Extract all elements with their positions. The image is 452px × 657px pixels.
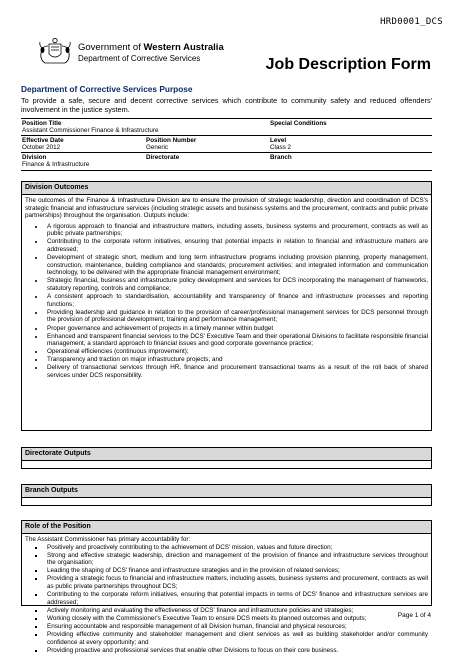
- page-number: Page 1 of 4: [397, 612, 431, 619]
- info-row: [21, 118, 432, 135]
- role-item: ▪ Strong and effective strategic leadership, direction and management of the provision of finance and infrastructure services throughout the organisation;: [45, 552, 428, 567]
- form-title: Job Description Form: [265, 56, 431, 73]
- branch-label: Branch: [270, 153, 292, 161]
- role-item: ▪ Providing effective community and stakeholder management and client services as well as building stakeholder and/or community confidence at every opportunity; and: [45, 631, 428, 646]
- division-outcomes-box: [21, 181, 432, 431]
- role-item: ▪ Ensuring accountable and responsible management of all Division human, financial and physical resources;: [45, 623, 428, 631]
- role-item: ▪ Providing a strategic focus to financial and infrastructure matters, including assets, business systems and procurement, contracts as well as public private partnerships throughout DCS;: [45, 575, 428, 590]
- role-item: ▪ Positively and proactively contributing to the achievement of DCS' mission, values and future direction;: [45, 544, 428, 552]
- position-title-label: Position Title: [22, 119, 62, 127]
- division-outcomes-body: [22, 195, 431, 382]
- purpose-text: To provide a safe, secure and decent corrective services which contribute to community safety and reduced offenders' involvement in the justice system.: [21, 96, 432, 114]
- outcome-item: • Delivery of transactional services through HR, finance and procurement transactional teams as a result of the roll back of shared services under DCS responsibility.: [45, 364, 428, 379]
- outcome-item: • Transparency and traction on major infrastructure projects; and: [45, 356, 428, 364]
- directorate-label: Directorate: [146, 153, 180, 161]
- level-value: Class 2: [270, 144, 291, 152]
- info-row: [21, 135, 432, 152]
- division-label: Division: [22, 153, 47, 161]
- directorate-cell: [145, 153, 269, 169]
- division-outcomes-heading: Division Outcomes: [22, 182, 431, 195]
- position-number-value: Generic: [146, 144, 169, 152]
- role-item: ▪ Working closely with the Commissioner's Executive Team to ensure DCS meets its planned outcomes and outputs;: [45, 615, 428, 623]
- outcome-item: • Contributing to the corporate reform initiatives, ensuring that potential impacts in relation to financial and infrastructure matters are addressed;: [45, 238, 428, 253]
- division-cell: [21, 153, 145, 169]
- outcome-item: • Providing leadership and guidance in relation to the provision of career/professional management services for DCS personnel through the provision of professional development, training and performance management;: [45, 309, 428, 324]
- position-title-value: Assistant Commissioner Finance & Infrastructure: [22, 127, 159, 135]
- government-name: [78, 42, 224, 53]
- role-list: [25, 544, 428, 655]
- division-outcomes-list: [25, 223, 428, 380]
- role-item: ▪ Leading the shaping of DCS' finance and infrastructure strategies and in the provision of related services;: [45, 567, 428, 575]
- role-item: ▪ Providing proactive and professional services that enable other Divisions to focus on their core business.: [45, 647, 428, 655]
- outcome-item: • Strategic financial, business and infrastructure policy development and services for DCS incorporating the management of frameworks, statutory reporting, controls and compliance;: [45, 277, 428, 292]
- position-number-label: Position Number: [146, 136, 197, 144]
- role-item: ▪ Actively monitoring and evaluating the effectiveness of DCS' finance and infrastructure policies and strategies;: [45, 607, 428, 615]
- branch-cell: [269, 153, 432, 169]
- branch-outputs-heading: Branch Outputs: [22, 485, 431, 498]
- outcome-item: • Development of strategic short, medium and long term infrastructure programs including provision planning, property management, construction, maintenance, building compliance and standards; procurement activities; and integrated information and communication technology, to be delivered with the appropriate financial management environment;: [45, 254, 428, 277]
- directorate-outputs-heading: Directorate Outputs: [22, 448, 431, 461]
- purpose-heading: Department of Corrective Services Purpose: [21, 84, 193, 94]
- position-title-cell: [21, 119, 269, 135]
- role-intro: The Assistant Commissioner has primary accountability for:: [25, 536, 191, 543]
- role-heading: Role of the Position: [22, 521, 431, 534]
- division-outcomes-intro: The outcomes of the Finance & Infrastructure Division are to ensure the provision of strategic leadership, direction and coordination of DCS's strategic financial and infrastructure services (including strategic assets and business systems and the procurement, contracts and public private partnerships) throughout the organisation. Outputs include:: [25, 197, 428, 220]
- department-name: Department of Corrective Services: [78, 54, 201, 63]
- outcome-item: • A rigorous approach to financial and infrastructure matters, including assets, business systems and procurement, contracts as well as public private partnerships;: [45, 223, 428, 238]
- coat-of-arms-logo-icon: [36, 36, 74, 66]
- level-label: Level: [270, 136, 287, 144]
- role-item: ▪ Contributing to the corporate reform initiatives, ensuring that potential impacts in terms of DCS' finance and infrastructure services are addressed;: [45, 591, 428, 606]
- government-name-prefix: Government of: [78, 42, 144, 53]
- branch-outputs-box: [21, 484, 432, 506]
- division-value: Finance & Infrastructure: [22, 161, 90, 169]
- info-row: [21, 152, 432, 170]
- effective-date-label: Effective Date: [22, 136, 64, 144]
- government-name-state: Western Australia: [143, 42, 224, 53]
- role-body: [22, 534, 431, 657]
- effective-date-cell: [21, 136, 145, 152]
- position-info-table: [21, 118, 432, 171]
- outcome-item: • Enhanced and transparent financial services to the DCS' Executive Team and their operational Divisions to facilitate responsible financial management, a standard approach to financial issues and good corporate governance practice;: [45, 333, 428, 348]
- outcome-item: • Proper governance and achievement of projects in a timely manner within budget: [45, 325, 428, 333]
- special-conditions-cell: [269, 119, 432, 135]
- document-code: HRD0001_DCS: [380, 17, 443, 27]
- effective-date-value: October 2012: [22, 144, 61, 152]
- special-conditions-label: Special Conditions: [270, 119, 327, 127]
- outcome-item: • A consistent approach to standardisation, accountability and transparency of finance and infrastructure processes and reporting functions;: [45, 293, 428, 308]
- level-cell: [269, 136, 432, 152]
- position-number-cell: [145, 136, 269, 152]
- outcome-item: • Operational efficiencies (continuous improvement);: [45, 348, 428, 356]
- directorate-outputs-box: [21, 447, 432, 469]
